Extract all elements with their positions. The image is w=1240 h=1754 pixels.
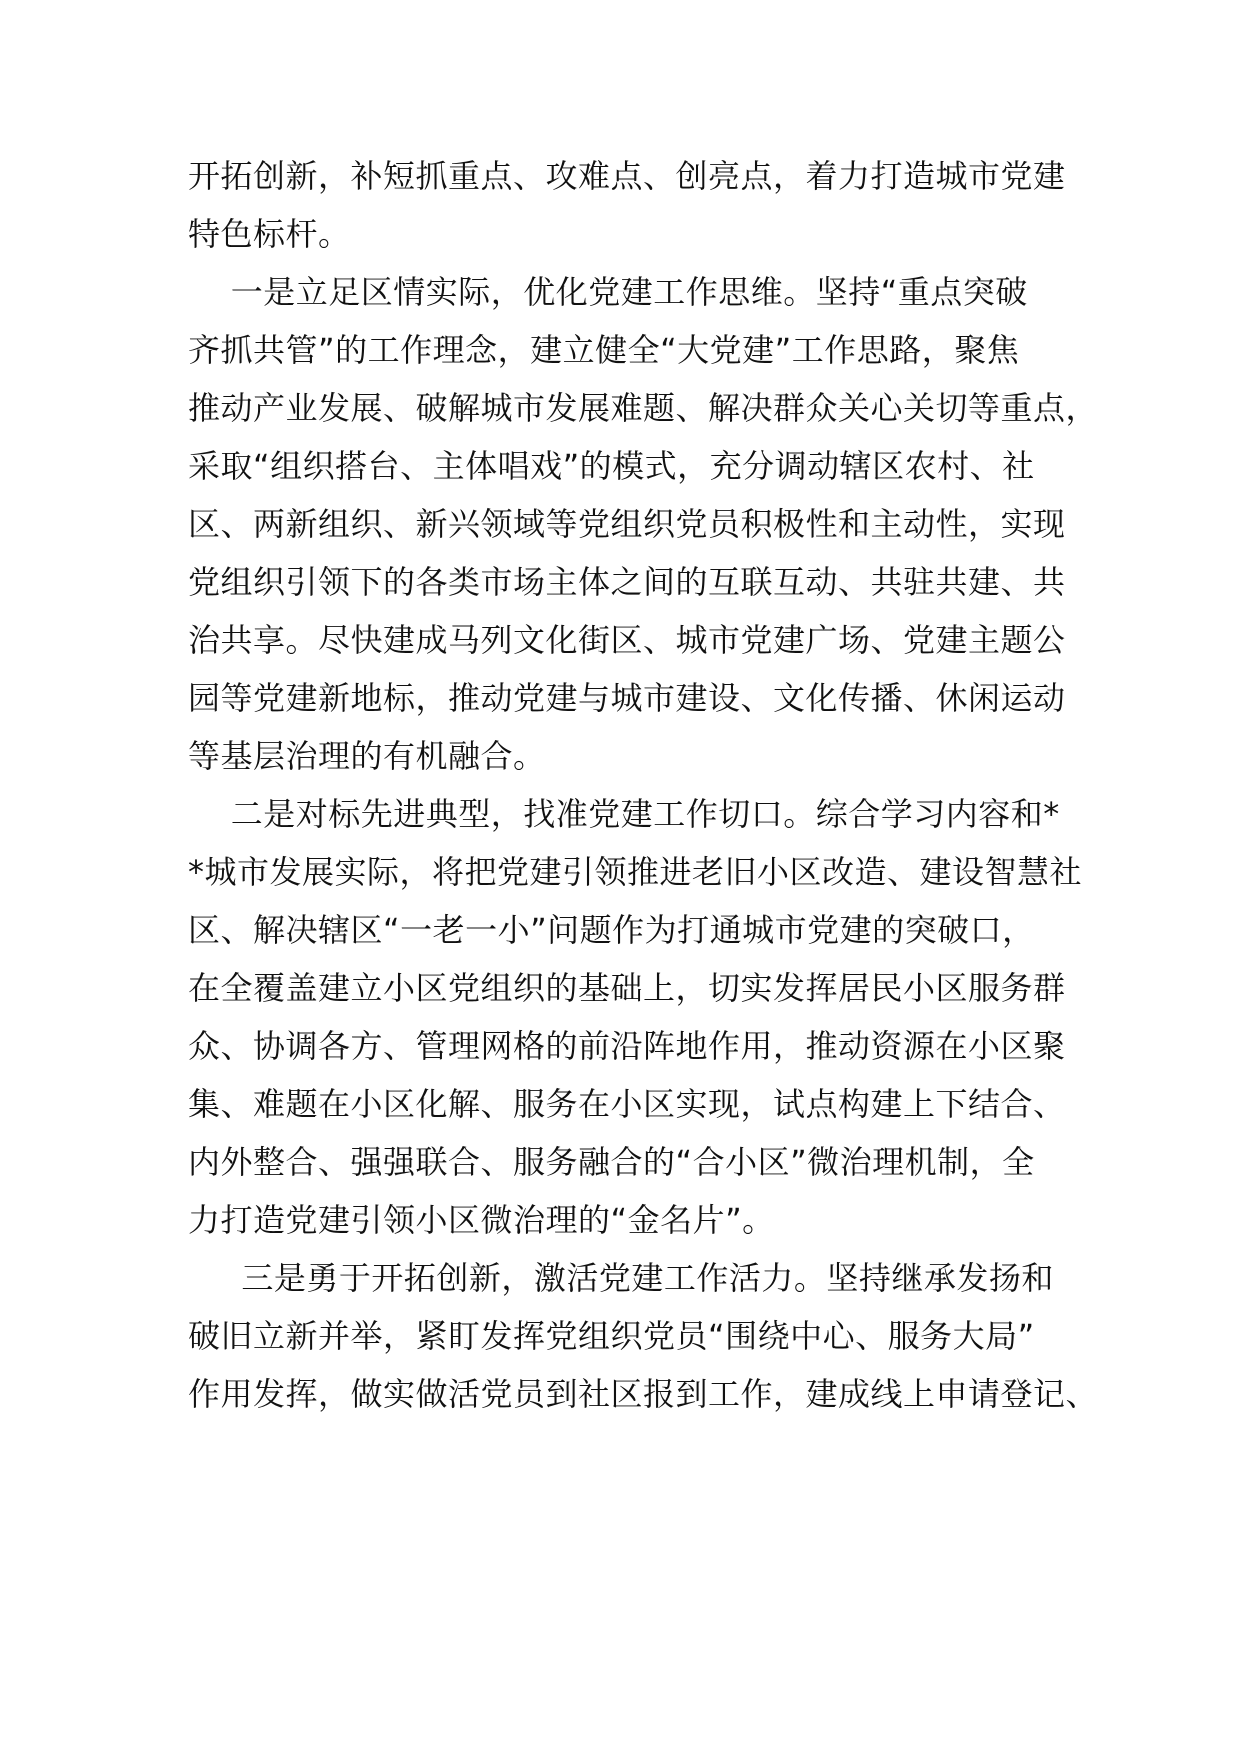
text-line: 力打造党建引领小区微治理的“金名片”。 [188, 1201, 775, 1239]
text-line: 集、难题在小区化解、服务在小区实现，试点构建上下结合、 [188, 1085, 1066, 1123]
text-line: 特色标杆。 [188, 215, 351, 253]
text-line: 区、解决辖区“一老一小”问题作为打通城市党建的突破口， [188, 911, 1035, 949]
text-line: *城市发展实际，将把党建引领推进老旧小区改造、建设智慧社 [188, 853, 1083, 891]
text-line: 推动产业发展、破解城市发展难题、解决群众关心关切等重点， [188, 389, 1099, 427]
text-line: 内外整合、强强联合、服务融合的“合小区”微治理机制，全 [188, 1143, 1035, 1181]
text-line: 等基层治理的有机融合。 [188, 737, 546, 775]
text-line: 在全覆盖建立小区党组织的基础上，切实发挥居民小区服务群 [188, 969, 1066, 1007]
text-line: 三是勇于开拓创新，激活党建工作活力。坚持继承发扬和 [188, 1259, 1054, 1297]
text-line: 园等党建新地标，推动党建与城市建设、文化传播、休闲运动 [188, 679, 1066, 717]
text-line: 开拓创新，补短抓重点、攻难点、创亮点，着力打造城市党建 [188, 157, 1066, 195]
text-line: 二是对标先进典型，找准党建工作切口。综合学习内容和* [188, 795, 1060, 833]
text-line: 众、协调各方、管理网格的前沿阵地作用，推动资源在小区聚 [188, 1027, 1066, 1065]
text-line: 一是立足区情实际，优化党建工作思维。坚持“重点突破 [188, 273, 1028, 311]
text-line: 党组织引领下的各类市场主体之间的互联互动、共驻共建、共 [188, 563, 1066, 601]
text-line: 治共享。尽快建成马列文化街区、城市党建广场、党建主题公 [188, 621, 1066, 659]
text-line: 作用发挥，做实做活党员到社区报到工作，建成线上申请登记、 [188, 1375, 1099, 1413]
text-line: 齐抓共管”的工作理念，建立健全“大党建”工作思路，聚焦 [188, 331, 1020, 369]
text-line: 采取“组织搭台、主体唱戏”的模式，充分调动辖区农村、社 [188, 447, 1035, 485]
text-line: 破旧立新并举，紧盯发挥党组织党员“围绕中心、服务大局” [188, 1317, 1035, 1355]
text-line: 区、两新组织、新兴领域等党组织党员积极性和主动性，实现 [188, 505, 1066, 543]
